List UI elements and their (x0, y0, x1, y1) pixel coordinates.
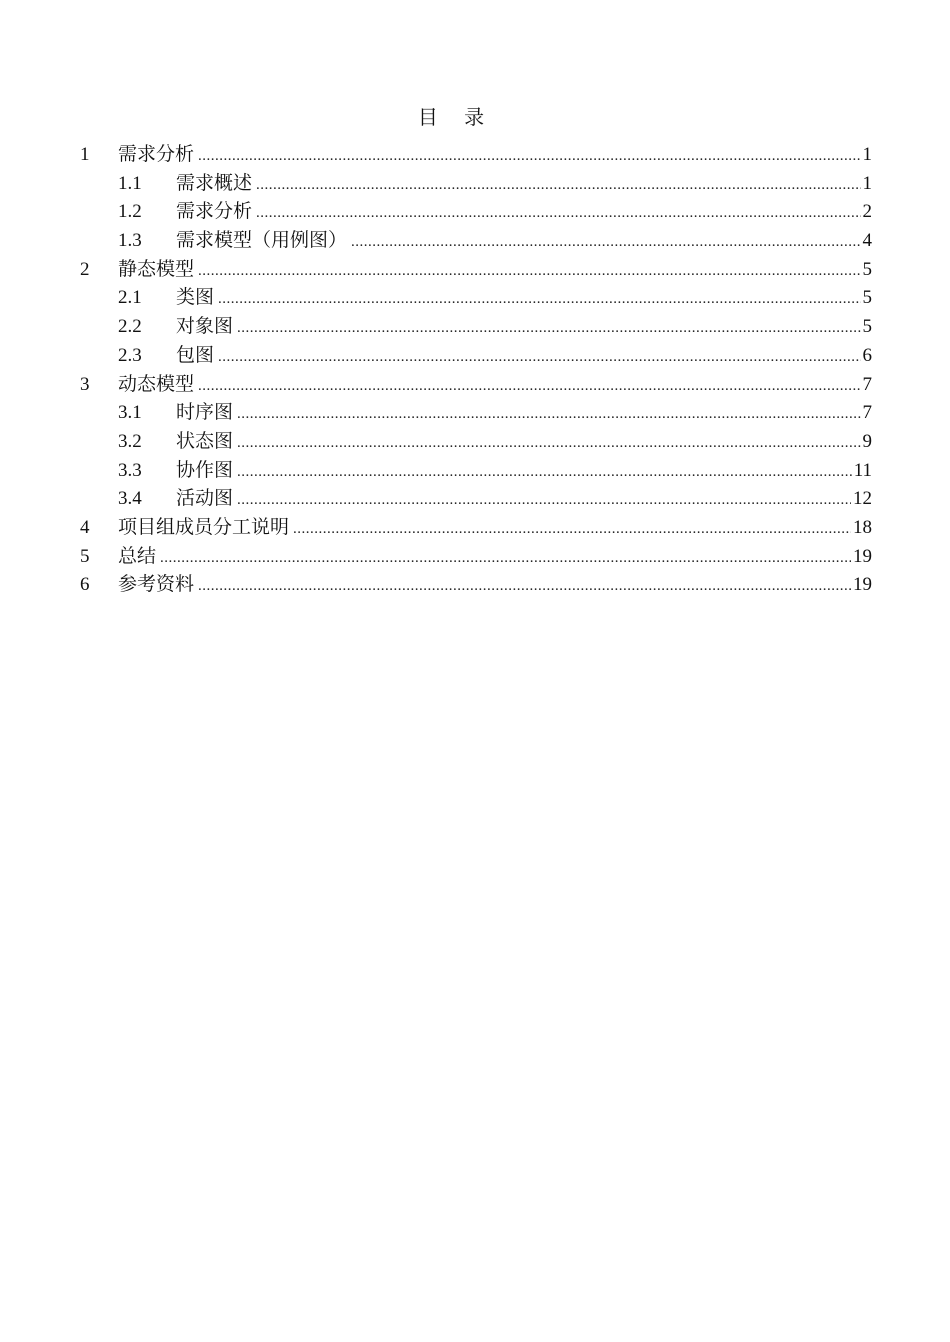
toc-entry-page: 19 (853, 545, 872, 567)
toc-entry-label: 状态图 (176, 429, 234, 452)
toc-entry-label: 类图 (176, 286, 215, 309)
toc-dot-leader (293, 515, 851, 544)
toc-entry-label: 协作图 (176, 458, 234, 481)
toc-entry-label: 项目组成员分工说明 (118, 515, 290, 538)
toc-entry-label: 静态模型 (118, 257, 195, 280)
toc-entry-label: 需求分析 (118, 143, 195, 165)
toc-entry-page: 11 (853, 459, 872, 481)
toc-entry-page: 7 (862, 373, 872, 395)
toc-dot-leader (237, 486, 851, 515)
toc-entry-label: 动态模型 (118, 372, 195, 395)
toc-entry[interactable] (80, 255, 872, 284)
toc-entry[interactable] (80, 341, 872, 370)
toc-entry-number: 5 (80, 545, 90, 567)
toc-entry[interactable] (80, 197, 872, 226)
toc-entry[interactable] (80, 484, 872, 513)
toc-entry-number: 4 (80, 516, 90, 538)
toc-dot-leader (351, 228, 860, 257)
toc-entry-number: 2.1 (118, 287, 142, 309)
toc-entry-label: 时序图 (176, 401, 234, 424)
toc-dot-leader (198, 257, 860, 286)
toc-entry[interactable] (80, 140, 872, 169)
toc-entry-number: 1.2 (118, 201, 142, 223)
toc-entry-page: 5 (862, 287, 872, 309)
toc-entry[interactable] (80, 283, 872, 312)
toc-dot-leader (237, 314, 860, 343)
toc-dot-leader (218, 343, 860, 372)
toc-entry-label: 对象图 (176, 315, 234, 338)
toc-dot-leader (256, 199, 860, 228)
toc-entry-number: 3.1 (118, 402, 142, 424)
toc-entry[interactable] (80, 169, 872, 198)
toc-dot-leader (237, 400, 860, 429)
toc-entry-label: 包图 (176, 343, 215, 366)
toc-entry-label: 总结 (118, 544, 157, 567)
toc-entry-page: 5 (862, 316, 872, 338)
toc-entry-label: 需求概述 (176, 171, 253, 194)
toc-entry-page: 12 (853, 488, 872, 510)
toc-entry-number: 2 (80, 258, 90, 280)
toc-entry-page: 4 (862, 230, 872, 252)
page-title: 目 录 (417, 105, 495, 129)
toc-entry-number: 3 (80, 373, 90, 395)
toc-entry[interactable] (80, 312, 872, 341)
toc-entry-number: 1 (80, 144, 90, 165)
toc-dot-leader (160, 544, 851, 573)
toc-dot-leader (237, 458, 852, 487)
toc-entry-page: 9 (862, 430, 872, 452)
toc-entry-page: 7 (862, 402, 872, 424)
toc-entry[interactable] (80, 370, 872, 399)
toc-entry[interactable] (80, 398, 872, 427)
toc-entry-number: 6 (80, 574, 90, 596)
toc-entry[interactable] (80, 226, 872, 255)
toc-dot-leader (198, 372, 860, 401)
toc-dot-leader (198, 142, 860, 171)
toc-entry-label: 活动图 (176, 487, 234, 510)
toc-entry-number: 3.2 (118, 430, 142, 452)
toc-entry[interactable] (80, 513, 872, 542)
toc-entry-page: 1 (862, 144, 872, 165)
toc-entry-number: 2.3 (118, 344, 142, 366)
toc-entry[interactable] (80, 456, 872, 485)
toc-dot-leader (237, 429, 860, 458)
toc-entry-page: 6 (862, 344, 872, 366)
toc-entry-page: 1 (862, 172, 872, 194)
toc-entry-label: 需求模型（用例图） (176, 229, 348, 252)
table-of-contents (80, 140, 872, 599)
toc-entry[interactable] (80, 570, 872, 599)
toc-dot-leader (256, 171, 860, 200)
toc-dot-leader (198, 572, 851, 601)
toc-entry-number: 1.3 (118, 230, 142, 252)
toc-entry-page: 19 (853, 574, 872, 596)
toc-entry-number: 3.3 (118, 459, 142, 481)
toc-entry-page: 2 (862, 201, 872, 223)
toc-entry-page: 5 (862, 258, 872, 280)
toc-entry[interactable] (80, 427, 872, 456)
toc-entry-page: 18 (853, 516, 872, 538)
toc-entry-number: 1.1 (118, 172, 142, 194)
toc-entry-number: 3.4 (118, 488, 142, 510)
toc-entry[interactable] (80, 542, 872, 571)
toc-entry-label: 需求分析 (176, 200, 253, 223)
toc-entry-label: 参考资料 (118, 573, 195, 596)
toc-entry-number: 2.2 (118, 316, 142, 338)
toc-dot-leader (218, 285, 860, 314)
